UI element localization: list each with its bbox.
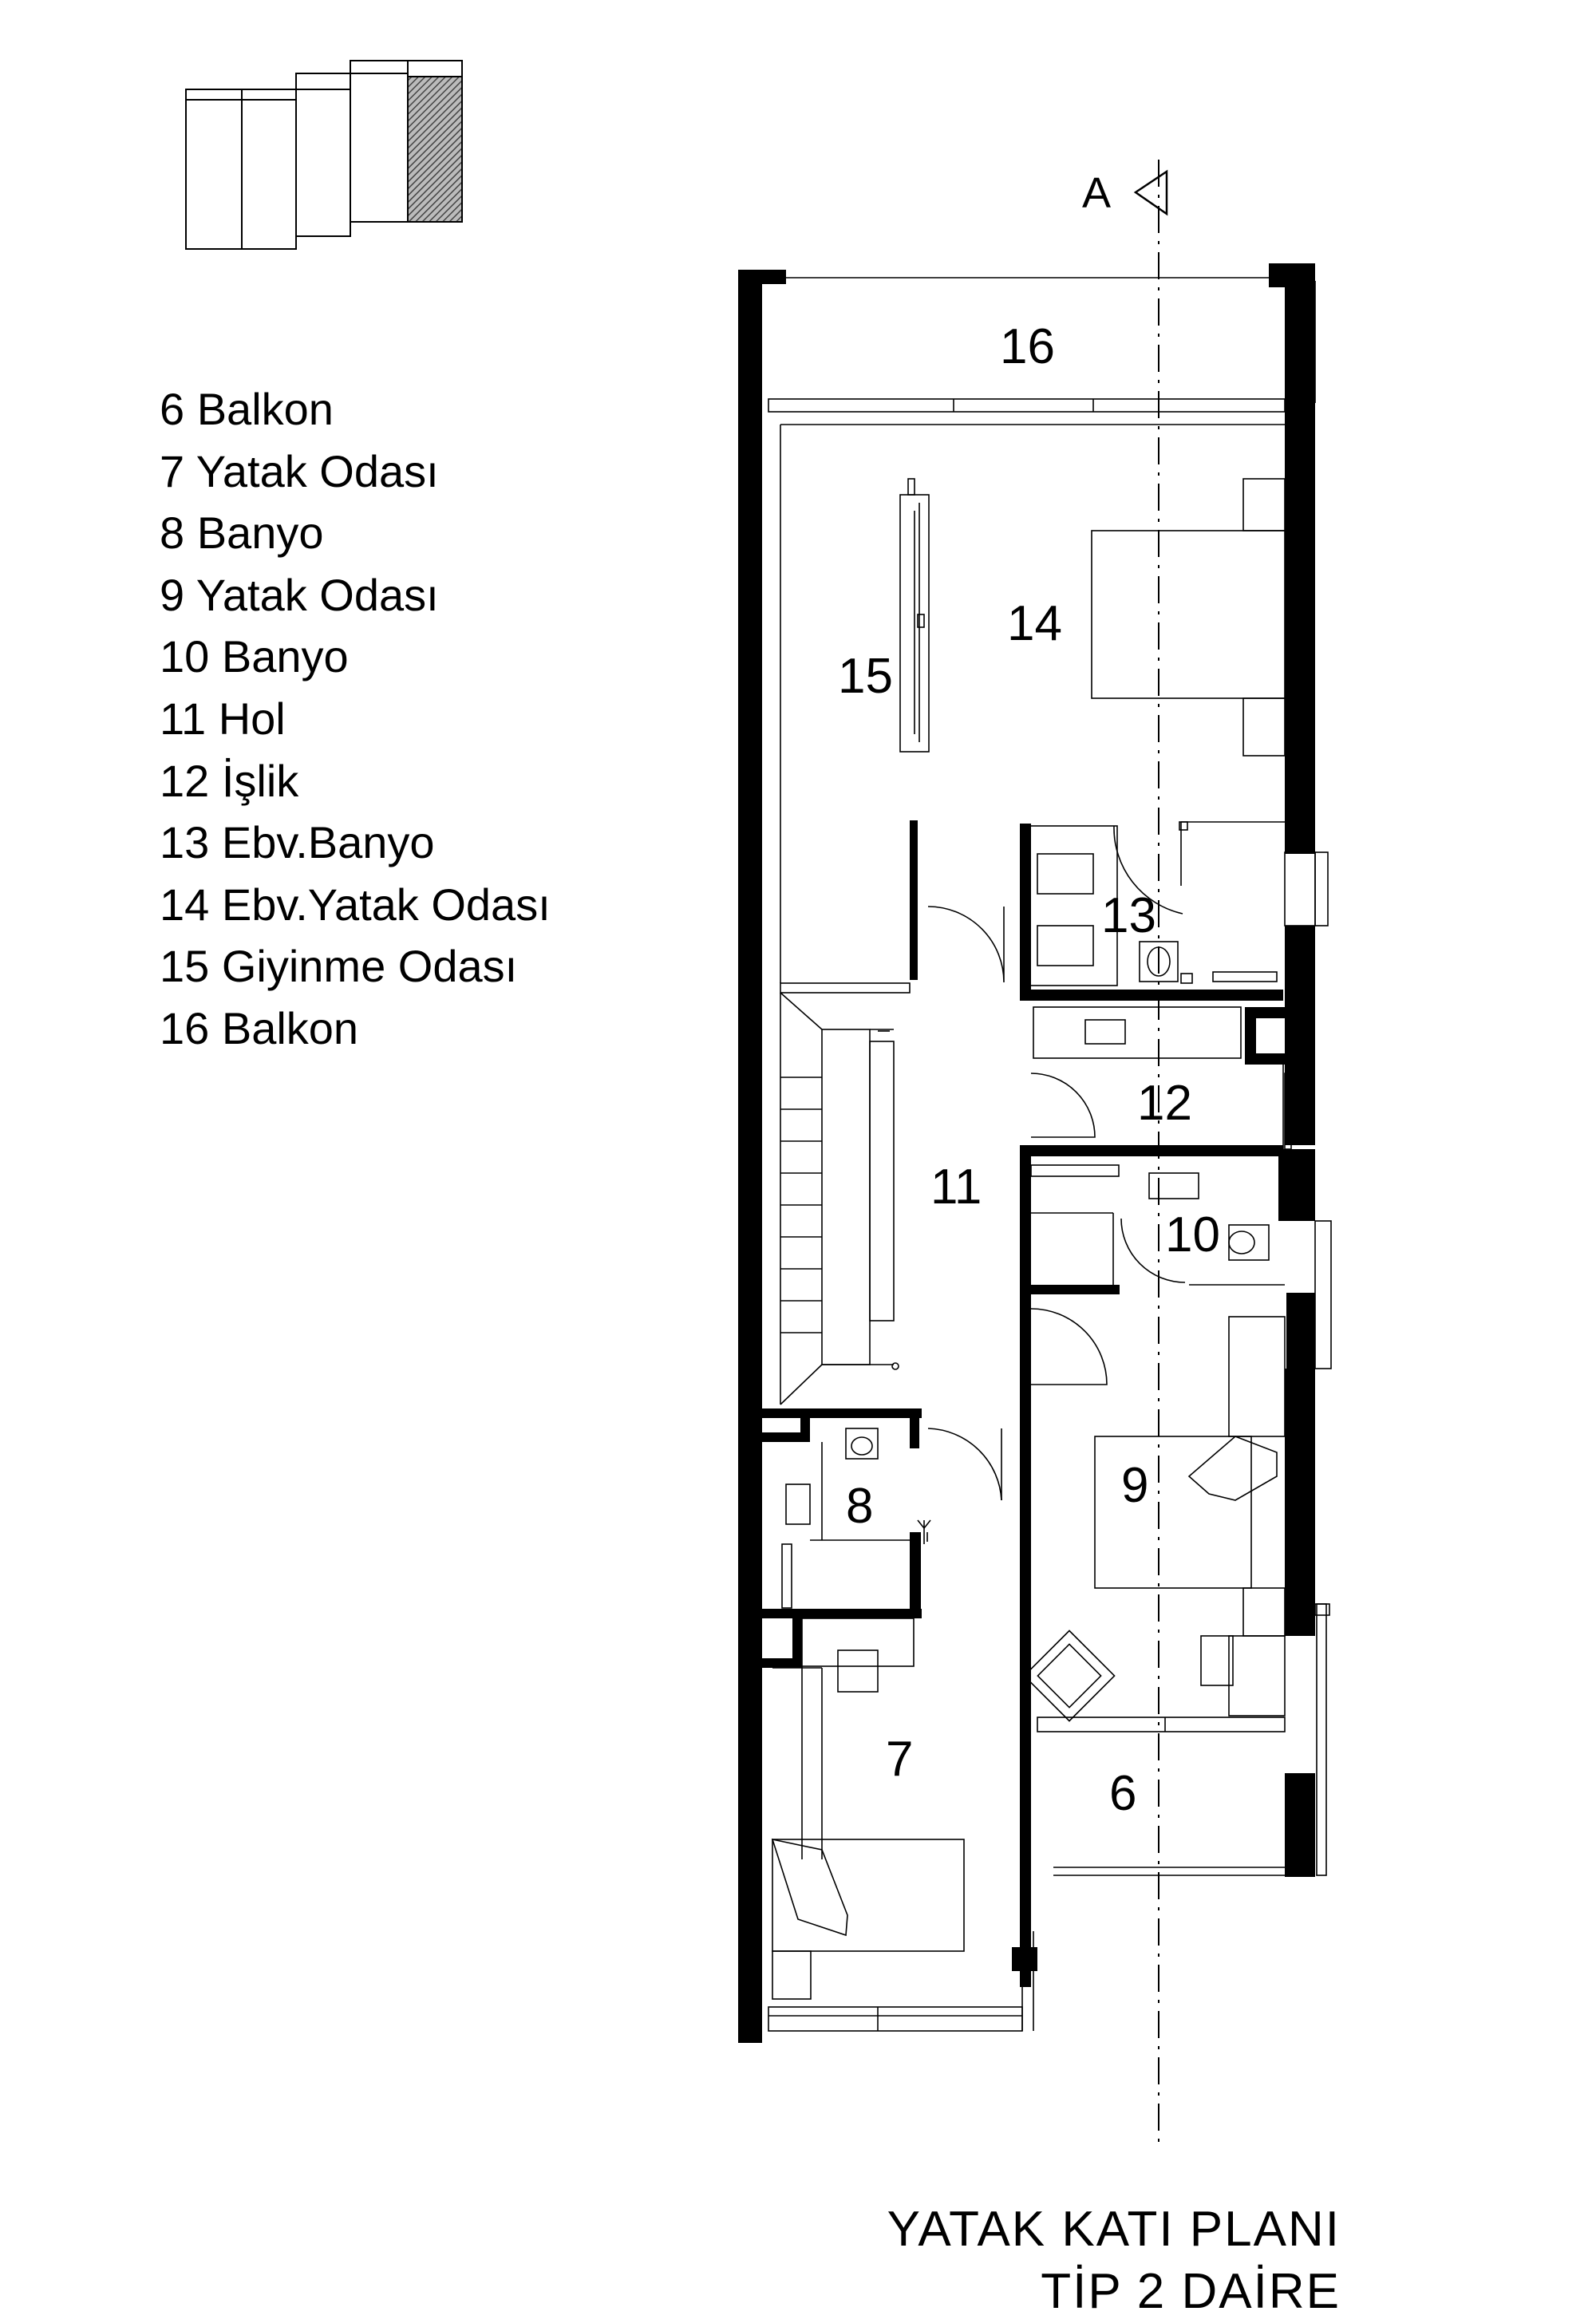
legend-item: 10 Banyo xyxy=(160,631,349,682)
legend-item: 16 Balkon xyxy=(160,1002,359,1053)
room-label-7: 7 xyxy=(886,1732,914,1787)
room-label-10: 10 xyxy=(1165,1207,1220,1262)
legend-item: 13 Ebv.Banyo xyxy=(160,817,435,868)
room-label-11: 11 xyxy=(930,1160,982,1215)
room-label-14: 14 xyxy=(1007,596,1062,651)
room-label-16: 16 xyxy=(1000,319,1055,374)
drawing-title xyxy=(887,2199,1341,2323)
legend-item: 14 Ebv.Yatak Odası xyxy=(160,879,551,930)
legend-item: 12 İşlik xyxy=(160,755,299,806)
section-arrow-icon xyxy=(1136,172,1167,214)
room-label-12: 12 xyxy=(1137,1076,1192,1131)
key-plan-icon xyxy=(186,61,462,249)
room-label-9: 9 xyxy=(1121,1458,1149,1513)
legend-item: 9 Yatak Odası xyxy=(160,569,439,620)
room-label-6: 6 xyxy=(1109,1766,1137,1821)
section-marker-label: A xyxy=(1082,169,1112,217)
room-label-8: 8 xyxy=(846,1479,874,1534)
legend-item: 15 Giyinme Odası xyxy=(160,941,518,992)
room-legend xyxy=(160,378,551,1060)
legend-item: 11 Hol xyxy=(160,693,286,744)
room-label-15: 15 xyxy=(838,649,893,704)
legend-item: 8 Banyo xyxy=(160,508,324,559)
plan-title: YATAK KATI PLANI xyxy=(887,2202,1341,2257)
room-label-13: 13 xyxy=(1101,888,1156,943)
plan-subtitle: TİP 2 DAİRE xyxy=(1041,2264,1341,2319)
legend-item: 7 Yatak Odası xyxy=(160,445,439,496)
legend-item: 6 Balkon xyxy=(160,384,334,434)
